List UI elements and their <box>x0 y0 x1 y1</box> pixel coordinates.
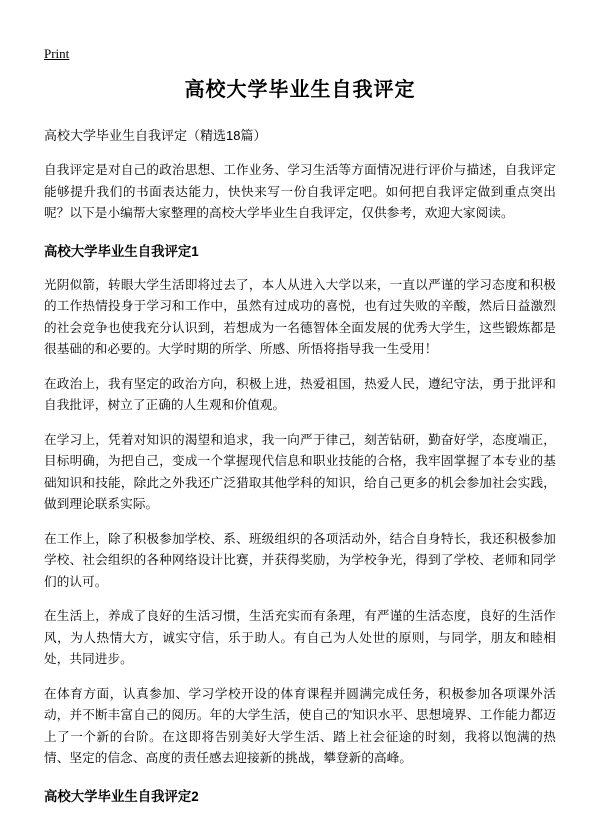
section-heading-2: 高校大学毕业生自我评定2 <box>44 788 199 804</box>
section-1-paragraph-6: 在体育方面，认真参加、学习学校开设的体育课程并圆满完成任务，积极参加各项课外活动，并不断丰富自己的阅历。年的大学生活，使自己的'知识水平、思想境界、工作能力都迈上了一个新的台阶。在这即将告别美好大学生活、踏上社会征途的时刻，我将以饱满的热情、坚定的信念、高度的责任感去迎接新的挑战，攀登新的高峰。 <box>44 686 556 765</box>
section-1-paragraph-4: 在工作上，除了积极参加学校、系、班级组织的各项活动外，结合自身特长，我还积极参加学校、社会组织的各种网络设计比赛，并获得奖励，为学校争光，得到了学校、老师和同学们的认可。 <box>44 531 556 589</box>
section-heading-1: 高校大学毕业生自我评定1 <box>44 243 199 259</box>
print-link[interactable]: Print <box>44 46 70 61</box>
intro-paragraph: 自我评定是对自己的政治思想、工作业务、学习生活等方面情况进行评价与描述，自我评定能够提升我们的书面表达能力，快快来写一份自我评定吧。如何把自我评定做到重点突出呢？以下是小编帮大家整理的高校大学毕业生自我评定，仅供参考，欢迎大家阅读。 <box>44 163 556 220</box>
section-1-paragraph-1: 光阴似箭，转眼大学生活即将过去了，本人从进入大学以来，一直以严谨的学习态度和积极的工作热情投身于学习和工作中，虽然有过成功的喜悦，也有过失败的辛酸，然后日益激烈的社会竞争也使我充分认识到，若想成为一名德智体全面发展的优秀大学生，这些锻炼都是很基础的和必要的。大学时期的所学、所感、所悟将指导我一生受用！ <box>44 277 556 356</box>
section-1-paragraph-3: 在学习上，凭着对知识的渴望和追求，我一向严于律己，刻苦钻研，勤奋好学，态度端正，目标明确，为把自己，变成一个掌握现代信息和职业技能的合格，我牢固掌握了本专业的基础知识和技能，除此之外我还广泛猎取其他学科的知识，给自己更多的机会参加社会实践，做到理论联系实际。 <box>44 432 556 511</box>
section-1-paragraph-5: 在生活上，养成了良好的生活习惯，生活充实而有条理，有严谨的生活态度，良好的生活作风，为人热情大方，诚实守信，乐于助人。有自己为人处世的原则，与同学，朋友和睦相处，共同进步。 <box>44 609 556 666</box>
document-subtitle: 高校大学毕业生自我评定（精选18篇） <box>44 128 267 143</box>
document-content <box>44 76 556 820</box>
page-title: 高校大学毕业生自我评定 <box>184 79 416 101</box>
section-1-paragraph-2: 在政治上，我有坚定的政治方向，积极上进，热爱祖国，热爱人民，遵纪守法，勇于批评和自我批评，树立了正确的人生观和价值观。 <box>44 376 556 412</box>
